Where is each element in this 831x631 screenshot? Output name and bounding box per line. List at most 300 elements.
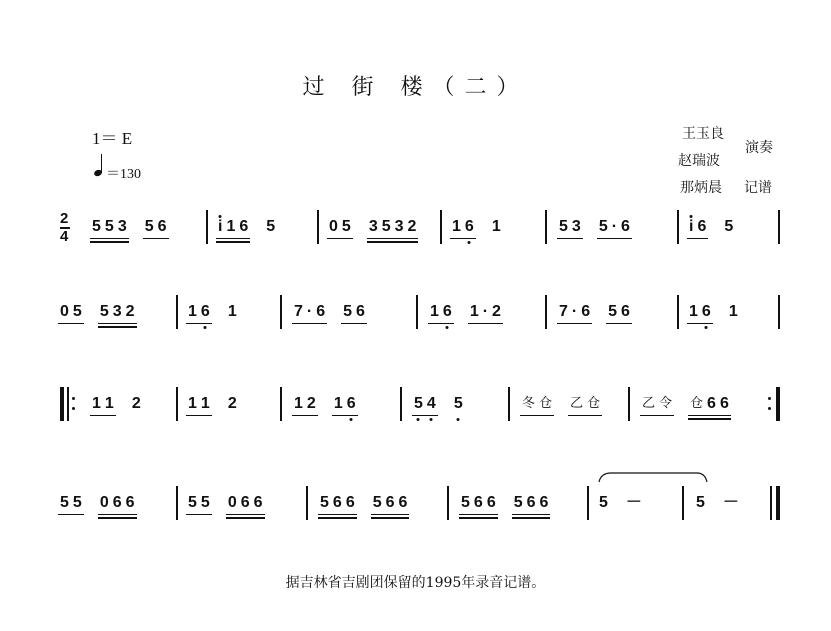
beat-group [687, 218, 708, 239]
notes [130, 395, 143, 413]
note: 3 [117, 218, 127, 235]
note: 6 [332, 494, 342, 511]
note: 5 [188, 494, 197, 511]
note: 2 [131, 395, 141, 412]
underline [186, 415, 212, 416]
note: 5 [372, 494, 382, 511]
note: 7 [294, 303, 303, 320]
beat-group [292, 395, 318, 416]
measure [520, 395, 602, 416]
lower-dot [430, 418, 433, 421]
barline [317, 210, 319, 244]
underline [226, 517, 265, 518]
underline [292, 415, 318, 416]
underline [371, 517, 410, 518]
note: 3 [368, 218, 378, 235]
final-barline-thick [776, 486, 780, 520]
note: 1 [104, 395, 114, 412]
note: － [722, 494, 739, 511]
note: 6 [112, 494, 122, 511]
barline [778, 295, 780, 329]
notes [490, 218, 503, 236]
beat-group [186, 303, 212, 324]
measure [318, 494, 409, 519]
note: · [571, 303, 578, 320]
underline [341, 323, 367, 324]
beat-group [722, 218, 735, 236]
note: 5 [99, 303, 109, 320]
barline [176, 486, 178, 520]
notes [292, 395, 318, 413]
notes [459, 494, 498, 512]
notes [721, 494, 741, 512]
note: 6 [240, 494, 250, 511]
beat-group [130, 395, 143, 413]
notes [226, 303, 239, 321]
barline [508, 387, 510, 421]
beat-group [721, 494, 741, 512]
note: · [611, 218, 618, 235]
underline [367, 238, 419, 239]
underline [687, 323, 713, 324]
measure [557, 218, 632, 239]
underline [512, 514, 551, 515]
beat-group [332, 395, 358, 416]
measure [216, 218, 277, 243]
measure [58, 303, 137, 328]
notes [727, 303, 740, 321]
measure [186, 303, 239, 324]
beat-group [557, 303, 592, 324]
beat-group [292, 303, 327, 324]
note: 0 [329, 218, 338, 235]
repeat-dot [768, 397, 771, 400]
note: 1 [188, 395, 197, 412]
measure [640, 395, 731, 420]
beat-group [624, 494, 644, 512]
transcriber: 那炳晨 [680, 180, 722, 196]
beat-group [341, 303, 367, 324]
beat-group [459, 494, 498, 519]
note: 1 [226, 218, 236, 235]
notes [226, 494, 265, 512]
barline [545, 295, 547, 329]
key-signature: 1＝ E [92, 129, 133, 148]
barline [778, 210, 780, 244]
note: 5 [599, 494, 608, 511]
underline [640, 415, 674, 416]
underline [557, 323, 592, 324]
beat-group [640, 395, 674, 416]
note: 6 [253, 494, 263, 511]
underline [450, 238, 476, 239]
upper-dot [690, 215, 693, 218]
underline [216, 241, 250, 242]
notes [90, 395, 116, 413]
note: 6 [441, 303, 454, 321]
note: 6 [157, 218, 167, 235]
notes [512, 494, 551, 512]
note: 6 [621, 303, 630, 320]
underline [90, 241, 129, 242]
note: 仓 [690, 396, 704, 411]
note: 6 [719, 395, 729, 412]
notes [98, 494, 137, 512]
note: 6 [700, 303, 713, 321]
note: 冬 [522, 396, 536, 411]
underline [688, 418, 731, 419]
notes [412, 395, 438, 413]
beat-group [412, 395, 438, 416]
note: i [687, 218, 695, 236]
note: 5 [72, 494, 82, 511]
note: 仓 [539, 396, 553, 411]
beat-group [450, 218, 476, 239]
note: 6 [239, 218, 249, 235]
underline [98, 514, 137, 515]
barline [416, 295, 418, 329]
underline [557, 238, 583, 239]
lower-dot [468, 241, 471, 244]
performer-1: 王玉良 [682, 126, 724, 142]
measure [557, 303, 632, 324]
measure [597, 494, 644, 512]
note: 5 [696, 494, 705, 511]
note: 6 [581, 303, 591, 320]
beat-group [226, 494, 265, 519]
beat-group [98, 494, 137, 519]
underline [459, 514, 498, 515]
note: 5 [343, 303, 353, 320]
notes [216, 218, 250, 236]
note: 6 [526, 494, 536, 511]
barline [176, 387, 178, 421]
notes [687, 218, 708, 236]
notes [327, 218, 353, 236]
note: 5 [144, 218, 154, 235]
beat-group [90, 218, 129, 243]
underline [412, 415, 438, 416]
barline [206, 210, 208, 244]
beat-group [568, 395, 602, 416]
beat-group [186, 395, 212, 416]
beat-group [490, 218, 503, 236]
beat-group [58, 303, 84, 324]
notes [58, 303, 84, 321]
beat-group [90, 395, 116, 416]
note: 6 [316, 303, 326, 320]
underline [186, 514, 212, 515]
note: 2 [227, 395, 237, 412]
repeat-start-thick [60, 387, 64, 421]
beat-group [468, 303, 503, 324]
notes [597, 218, 632, 236]
notes [332, 395, 358, 413]
note: 1 [491, 218, 501, 235]
note: · [482, 303, 489, 320]
beat-group [520, 395, 554, 416]
underline [58, 514, 84, 515]
note: 5 [598, 218, 608, 235]
measure [90, 395, 143, 416]
underline [371, 514, 410, 515]
beat-group [371, 494, 410, 519]
note: 1 [227, 303, 237, 320]
barline [587, 486, 589, 520]
barline [176, 295, 178, 329]
note: i [216, 218, 224, 236]
note: 1 [188, 303, 197, 320]
note: 5 [724, 218, 734, 235]
notes [568, 395, 602, 413]
underline [318, 514, 357, 515]
note: 2 [125, 303, 135, 320]
notes [143, 218, 169, 236]
note: 5 [72, 303, 82, 320]
notes [226, 395, 239, 413]
note: 5 [513, 494, 523, 511]
measure [459, 494, 550, 519]
measure [428, 303, 503, 324]
beat-group [264, 218, 277, 236]
notes [694, 494, 707, 512]
beat-group [216, 218, 250, 243]
underline [568, 415, 602, 416]
measure [292, 303, 367, 324]
underline [98, 517, 137, 518]
note: 5 [266, 218, 276, 235]
note: 5 [320, 494, 329, 511]
barline [280, 387, 282, 421]
notes [292, 303, 327, 321]
note: 2 [407, 218, 417, 235]
tie-path [599, 473, 707, 482]
note: 6 [539, 494, 549, 511]
time-signature-bottom: 4 [60, 228, 69, 245]
notes [90, 218, 129, 236]
underline [512, 517, 551, 518]
notes [688, 395, 731, 413]
lower-dot [350, 418, 353, 421]
notes [450, 218, 476, 236]
beat-group [597, 218, 632, 239]
notes [264, 218, 277, 236]
note: 1 [430, 303, 439, 320]
source-note: 据吉林省吉剧团保留的1995年录音记谱。 [285, 575, 546, 591]
notes [557, 303, 592, 321]
notes [98, 303, 137, 321]
beat-group [226, 395, 239, 413]
note: 5 [461, 494, 470, 511]
tie-arc [597, 470, 717, 486]
note: 6 [345, 395, 358, 413]
barline [440, 210, 442, 244]
notes [371, 494, 410, 512]
beat-group [226, 303, 239, 321]
transcribed-label: 记谱 [744, 180, 772, 196]
barline [400, 387, 402, 421]
notes [367, 218, 419, 236]
note: 0 [99, 494, 109, 511]
underline [226, 514, 265, 515]
beat-group [606, 303, 632, 324]
barline [677, 295, 679, 329]
tempo-marking: ＝130 [106, 167, 141, 182]
note: 乙 [570, 396, 584, 411]
measure [450, 218, 503, 239]
beat-group [318, 494, 357, 519]
beat-group [727, 303, 740, 321]
measure [292, 395, 358, 416]
underline [216, 238, 250, 239]
note: 5 [60, 494, 69, 511]
measure [687, 218, 735, 239]
measure [186, 395, 239, 416]
underline [98, 323, 137, 324]
note: 1 [200, 395, 210, 412]
underline [459, 517, 498, 518]
underline [90, 415, 116, 416]
note: 5 [412, 395, 425, 413]
underline [292, 323, 327, 324]
note: 2 [492, 303, 501, 320]
measure [58, 494, 137, 519]
note: 6 [398, 494, 408, 511]
underline [332, 415, 358, 416]
note: 1 [333, 395, 343, 412]
beat-group [452, 395, 465, 413]
measure [327, 218, 418, 243]
note: 仓 [587, 396, 601, 411]
repeat-dot [72, 407, 75, 410]
note: － [625, 494, 642, 511]
note: 5 [200, 494, 210, 511]
underline [143, 238, 169, 239]
upper-dot [219, 215, 222, 218]
beat-group [58, 494, 84, 515]
repeat-end-thick [776, 387, 780, 421]
barline [677, 210, 679, 244]
underline [468, 323, 503, 324]
measure [687, 303, 740, 324]
note: 乙 [642, 396, 656, 411]
measure [186, 494, 265, 519]
time-signature-top: 2 [60, 210, 69, 227]
notes [452, 395, 465, 413]
note: · [306, 303, 313, 320]
beat-group [688, 395, 731, 420]
repeat-dot [72, 397, 75, 400]
underline [98, 326, 137, 327]
notes [428, 303, 454, 321]
note: 5 [381, 218, 391, 235]
beat-group [327, 218, 353, 239]
note: 7 [559, 303, 568, 320]
notes [687, 303, 713, 321]
notes [640, 395, 674, 413]
beat-group [694, 494, 707, 512]
notes [58, 494, 84, 512]
barline [447, 486, 449, 520]
beat-group [512, 494, 551, 519]
note: 6 [345, 494, 355, 511]
final-barline-thin [770, 486, 772, 520]
beat-group [143, 218, 169, 239]
beat-group [186, 494, 212, 515]
note: 5 [608, 303, 618, 320]
note: 1 [689, 303, 698, 320]
note: 5 [92, 218, 101, 235]
note: 5 [341, 218, 351, 235]
underline [58, 323, 84, 324]
lower-dot [446, 326, 449, 329]
lower-dot [457, 418, 460, 421]
note: 3 [112, 303, 122, 320]
beat-group [557, 218, 583, 239]
performer-2: 赵瑞波 [678, 153, 720, 169]
note: 0 [227, 494, 237, 511]
note: 3 [571, 218, 581, 235]
underline [327, 238, 353, 239]
note: 6 [125, 494, 135, 511]
beat-group [367, 218, 419, 243]
notes [468, 303, 503, 321]
beat-group [687, 303, 713, 324]
notes [722, 218, 735, 236]
underline [428, 323, 454, 324]
beat-group [98, 303, 137, 328]
underline [186, 323, 212, 324]
note: 6 [707, 395, 716, 412]
score-title: 过 街 楼（二） [302, 75, 529, 100]
underline [90, 238, 129, 239]
measure [412, 395, 465, 416]
note: 6 [473, 494, 483, 511]
note: 6 [621, 218, 630, 235]
notes [520, 395, 554, 413]
lower-dot [204, 326, 207, 329]
measure [90, 218, 169, 243]
barline [280, 295, 282, 329]
beat-group [597, 494, 610, 512]
barline [682, 486, 684, 520]
lower-dot [705, 326, 708, 329]
underline [597, 238, 632, 239]
underline [318, 517, 357, 518]
note: 6 [486, 494, 496, 511]
note: 1 [452, 218, 461, 235]
note: 1 [469, 303, 479, 320]
repeat-dot [768, 407, 771, 410]
underline [606, 323, 632, 324]
underline [520, 415, 554, 416]
note: 6 [385, 494, 395, 511]
notes [606, 303, 632, 321]
notes [318, 494, 357, 512]
barline [628, 387, 630, 421]
notes [557, 218, 583, 236]
notes [186, 494, 212, 512]
note: 令 [659, 396, 673, 411]
barline [306, 486, 308, 520]
note: 4 [425, 395, 438, 413]
note: 0 [60, 303, 69, 320]
note: 6 [199, 303, 212, 321]
note: 5 [104, 218, 114, 235]
notes [624, 494, 644, 512]
note: 3 [394, 218, 404, 235]
note: 6 [697, 218, 707, 235]
